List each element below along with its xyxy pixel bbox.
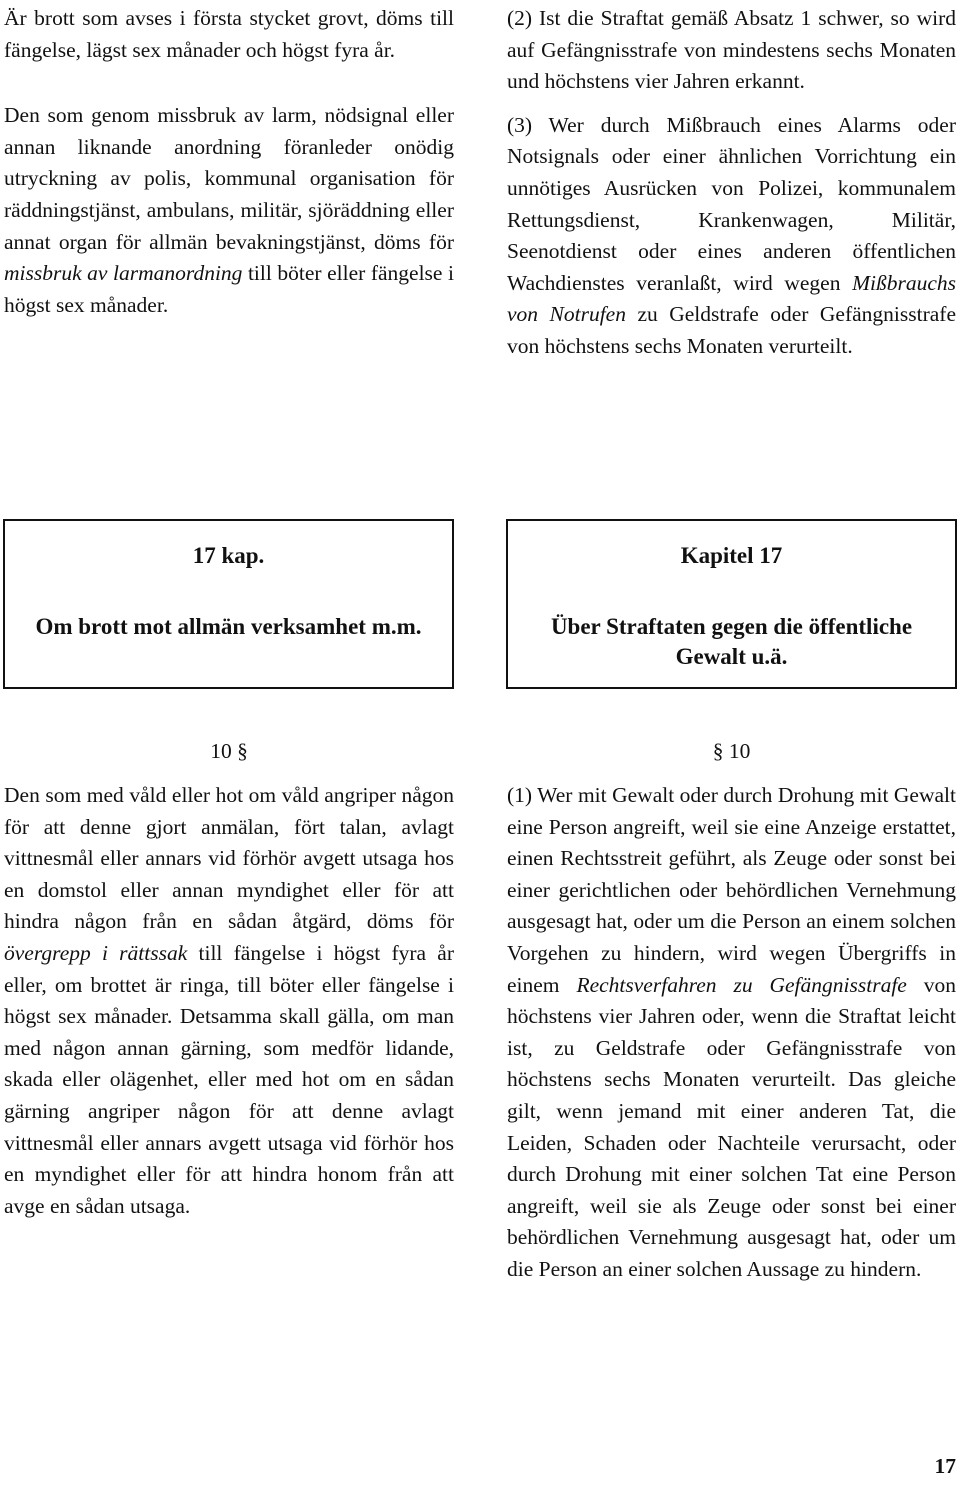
- offence-term: Rechtsverfahren zu Gefängnisstrafe: [576, 972, 907, 997]
- text-run: Den som med våld eller hot om våld angriper någon för att denne gjort anmälan, fört talan, avlagt vittnesmål eller annars vid förhör avgett utsaga hos en domstol eller annan myndighet eller för att hindra någon från en sådan åtgärd, döms för: [4, 783, 454, 934]
- section-heading: § 10: [712, 739, 751, 763]
- german-section-10-text: [507, 780, 956, 1286]
- text-run: (3) Wer durch Mißbrauch eines Alarms oder Notsignals oder einer ähnlichen Vorrichtung ein unnötiges Ausrücken von Polizei, kommunalem Rettungsdienst, Krankenwagen, Militär, Seenotdienst oder eines anderen öffentlichen Wachdienstes veranlaßt, wird wegen: [507, 112, 956, 295]
- offence-term: missbruk av larmanordning: [4, 261, 243, 286]
- text-run: zu Geldstrafe oder Gefängnisstrafe von höchstens sechs Monaten verurteilt.: [507, 302, 956, 358]
- text-run: von höchstens vier Jahren oder, wenn die Straftat leicht ist, zu Geldstrafe oder Gefängnisstrafe von höchstens sechs Monaten verurteilt. Das gleiche gilt, wenn jemand mit einer anderen Tat, die Leiden, Schaden oder Nachteile verursacht, oder durch Drohung mit einer solchen Tat eine Person angreift, weil sie als Zeuge oder sonst bei einer behördlichen Vernehmung ausgesagt hat, oder um die Person an einer solchen Aussage zu hindern.: [507, 972, 956, 1281]
- german-paragraph-2: (2) Ist die Straftat gemäß Absatz 1 schwer, so wird auf Gefängnisstrafe von mindestens sechs Monaten und höchstens vier Jahren erkannt.: [507, 6, 956, 94]
- chapter-title: Om brott mot allmän verksamhet m.m.: [35, 614, 422, 639]
- text-run: (1) Wer mit Gewalt oder durch Drohung mit Gewalt eine Person angreift, weil sie eine Anzeige erstattet, einen Rechtsstreit geführt, als Zeuge oder sonst bei einer gerichtlichen oder behördlichen Vernehmung ausgesagt hat, oder um die Person an einem solchen Vorgehen zu hindern, wird wegen Übergriffs in einem: [507, 783, 956, 997]
- german-column-section: [507, 738, 956, 1286]
- chapter-number: Kapitel 17: [680, 543, 783, 568]
- text-run: till fängelse i högst fyra år eller, om brottet är ringa, till böter eller fängelse i högst sex månader. Detsamma skall gälla, om man med någon annan gärning, som medför lidande, skada eller olägenhet, eller med hot om en sådan gärning angriper någon för att denne avlagt vittnesmål eller annars avgett utsaga vid förhör hos en myndighet eller för att hindra honom från att avge en sådan utsaga.: [4, 940, 454, 1218]
- swedish-paragraph-aggravated: Är brott som avses i första stycket grovt, döms till fängelse, lägst sex månader och högst fyra år.: [4, 6, 454, 62]
- offence-term: övergrepp i rättssak: [4, 940, 188, 965]
- swedish-column-section: [4, 738, 454, 1222]
- chapter-title: Über Straftaten gegen die öffentliche Gewalt u.ä.: [550, 614, 913, 669]
- page-number: 17: [934, 1454, 956, 1478]
- swedish-section-10-text: [4, 780, 454, 1222]
- text-run: Den som genom missbruk av larm, nödsignal eller annan liknande anordning föranleder onödig utryckning av polis, kommunal organisation för räddningstjänst, ambulans, militär, sjöräddning eller annat organ för allmän bevakningstjänst, döms för: [4, 103, 454, 254]
- swedish-paragraph-alarm-misuse: [4, 100, 454, 321]
- german-paragraph-3: [507, 110, 956, 363]
- swedish-chapter-box: [3, 519, 454, 689]
- german-chapter-box: [506, 519, 957, 689]
- offence-term: Mißbrauchs von Notrufen: [507, 270, 956, 327]
- swedish-column-top: [4, 3, 454, 321]
- german-column-top: [507, 3, 956, 363]
- section-heading: 10 §: [210, 739, 248, 763]
- chapter-number: 17 kap.: [192, 543, 265, 568]
- text-run: till böter eller fängelse i högst sex månader.: [4, 261, 454, 317]
